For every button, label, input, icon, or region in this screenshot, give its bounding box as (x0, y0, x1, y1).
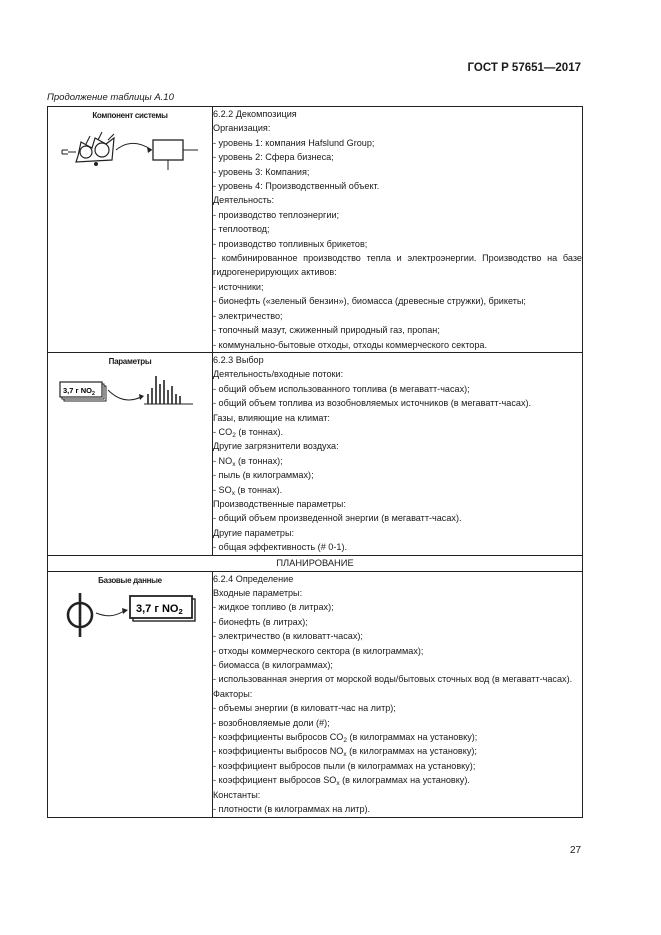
page-number: 27 (570, 845, 582, 856)
list-item: - возобновляемые доли (#); (213, 717, 330, 728)
list-item: 6.2.2 Декомпозиция (213, 109, 297, 119)
document-standard-header: ГОСТ Р 57651—2017 (467, 62, 581, 74)
list-item: - производство теплоэнергии; (213, 209, 340, 220)
list-item: - общий объем произведенной энергии (в мегаватт-часах). (213, 513, 462, 524)
figure-label: 3,7 г $NO_2$ (63, 385, 95, 397)
list-item: - бионефть (в литрах); (213, 616, 308, 627)
table-row (48, 107, 583, 353)
list-item: - плотности (в килограммах на литр). (213, 804, 371, 815)
list-item: - биомасса (в килограммах); (213, 660, 333, 671)
list-item: - коэффициент выбросов пыли (в килограммах на установку); (213, 760, 476, 771)
figure-cell (48, 352, 213, 555)
list-item: Входные параметры: (213, 588, 303, 598)
list-item: - объемы энергии (в киловатт-час на литр); (213, 703, 396, 714)
list-item: - $CO_2$ (в тоннах). (213, 426, 284, 439)
list-item: - уровень 2: Сфера бизнеса; (213, 152, 334, 163)
list-item: - пыль (в килограммах); (213, 470, 314, 481)
list-item: 6.2.4 Определение (213, 573, 294, 584)
list-item: - уровень 1: компания Hafslund Group; (213, 137, 375, 148)
list-item: - уровень 4: Производственный объект. (213, 181, 380, 192)
list-item: Другие параметры: (213, 527, 295, 538)
figure-title: Базовые данные (98, 575, 162, 585)
figure-title: Компонент системы (92, 111, 168, 120)
section-heading: ПЛАНИРОВАНИЕ (48, 555, 583, 571)
list-item: - комбинированное производство тепла и электроэнергии. Производство на базе гидрогенерирующих активов: (213, 253, 582, 278)
list-item: - коэффициент выбросов $SO_x$ (в килограммах на установку). (213, 775, 470, 788)
list-item: Константы: (213, 789, 261, 800)
list-item: Факторы: (213, 688, 253, 699)
list-item: - топочный мазут, сжиженный природный газ, пропан; (213, 325, 440, 336)
figure-cell (48, 571, 213, 817)
continuation-table (47, 106, 583, 818)
list-item: 6.2.3 Выбор (213, 354, 264, 365)
list-item: - использованная энергия от морской воды/бытовых сточных вод (в мегаватт-часах). (213, 674, 573, 685)
table-row (48, 352, 583, 555)
figure-title: Параметры (108, 356, 152, 366)
text-cell (213, 352, 583, 555)
system-component-diagram (48, 120, 212, 192)
list-item: - коэффициенты выбросов $NO_x$ (в килограммах на установку); (213, 746, 477, 759)
list-item: - отходы коммерческого сектора (в килограммах); (213, 645, 424, 656)
list-item: - общая эффективность (# 0-1). (213, 542, 347, 553)
list-item: - бионефть («зеленый бензин»), биомасса (древесные стружки), брикеты; (213, 296, 526, 307)
figure-cell (48, 107, 213, 353)
list-item: - коммунально-бытовые отходы, отходы коммерческого сектора. (213, 339, 487, 350)
parameters-diagram (48, 366, 212, 420)
figure-label: 3,7 г NO2 (136, 602, 183, 616)
list-item: - уровень 3: Компания; (213, 166, 310, 177)
list-item: - источники; (213, 281, 264, 292)
list-item: - теплоотвод; (213, 224, 270, 235)
baseline-data-diagram (48, 585, 212, 645)
list-item: - электричество (в киловатт-часах); (213, 631, 363, 642)
list-item: - $NO_x$ (в тоннах); (213, 455, 283, 468)
list-item: Организация: (213, 123, 271, 134)
list-item: - $SO_x$ (в тоннах). (213, 484, 283, 497)
list-item: Деятельность/входные потоки: (213, 369, 344, 380)
text-cell (213, 107, 583, 353)
table-caption: Продолжение таблицы А.10 (47, 92, 174, 103)
text-cell (213, 571, 583, 817)
table-row (48, 555, 583, 571)
list-item: - коэффициенты выбросов $CO_2$ (в килограммах на установку); (213, 732, 478, 745)
list-item: - общий объем использованного топлива (в мегаватт-часах); (213, 383, 470, 394)
list-item: - электричество; (213, 310, 283, 321)
list-item: - жидкое топливо (в литрах); (213, 602, 334, 613)
list-item: Газы, влияющие на климат: (213, 412, 330, 423)
list-item: Производственные параметры: (213, 498, 346, 509)
list-item: - общий объем топлива из возобновляемых источников (в мегаватт-часах). (213, 398, 532, 409)
table-row (48, 571, 583, 817)
list-item: Другие загрязнители воздуха: (213, 441, 339, 452)
list-item: - производство топливных брикетов; (213, 238, 368, 249)
list-item: Деятельность: (213, 195, 275, 206)
